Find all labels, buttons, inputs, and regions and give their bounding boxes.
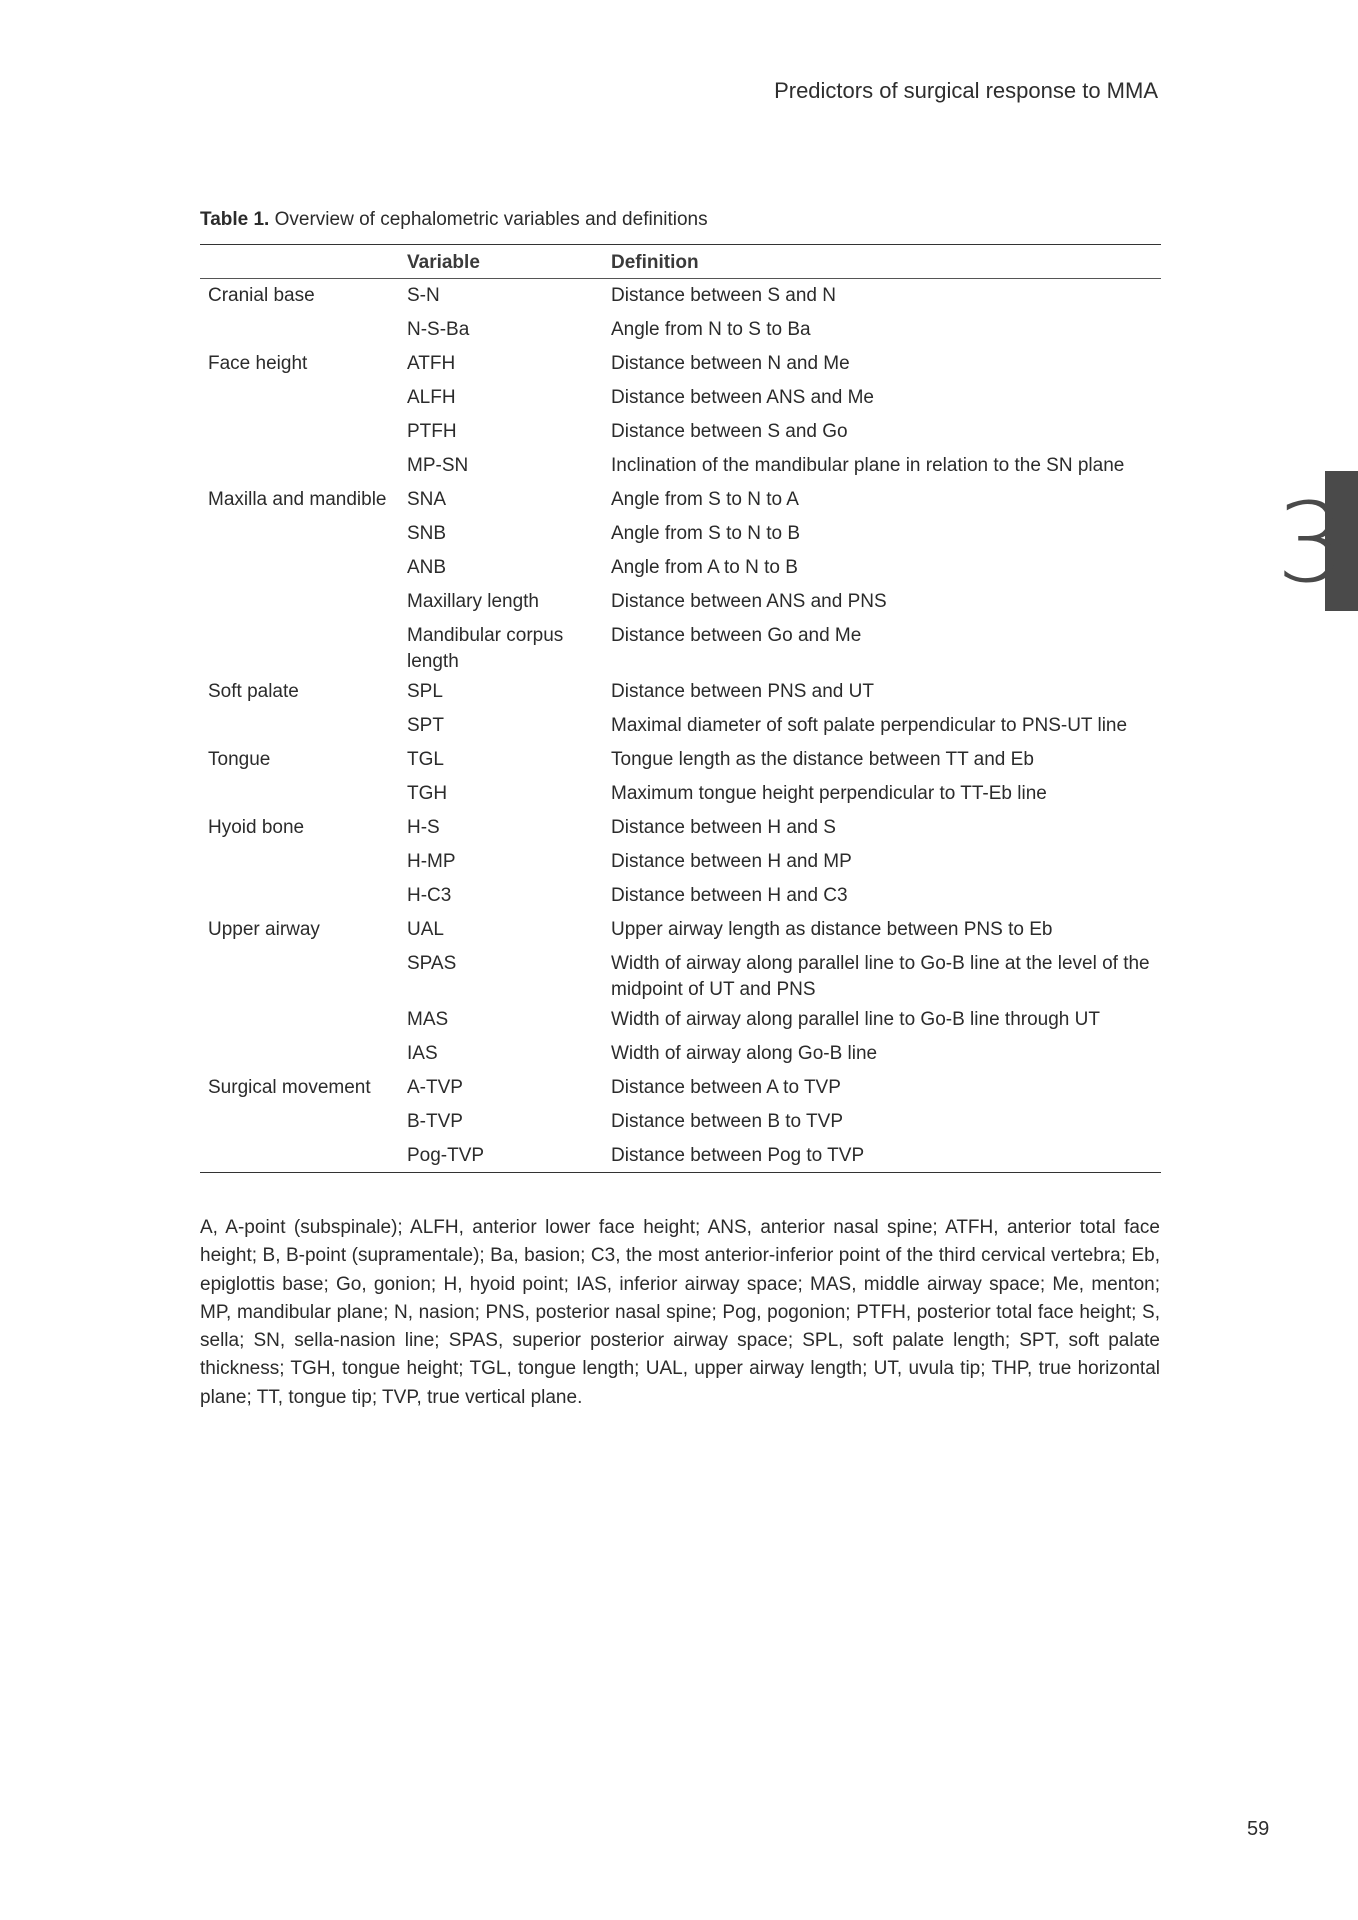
cell-variable: MAS: [407, 1008, 449, 1030]
caption-text: Overview of cephalometric variables and definitions: [274, 209, 708, 230]
cell-definition: Width of airway along Go-B line: [611, 1042, 878, 1064]
cell-category: Hyoid bone: [208, 816, 305, 838]
cell-variable: ANB: [407, 556, 447, 578]
cell-definition: Distance between B to TVP: [611, 1110, 843, 1132]
cell-definition: Angle from A to N to B: [611, 556, 798, 578]
table-row: [200, 1037, 1161, 1071]
table-row: [200, 811, 1161, 845]
chapter-number: 3: [1276, 479, 1346, 607]
cell-category: [200, 947, 399, 1003]
cell-variable: SPT: [407, 714, 444, 736]
cell-definition: Distance between Go and Me: [611, 624, 862, 646]
cell-definition: Distance between S and Go: [611, 420, 848, 442]
table-footnote: A, A-point (subspinale); ALFH, anterior lower face height; ANS, anterior nasal spine; ATFH, anterior total face height; B, B-point (supramentale); Ba, basion; C3, the most anterior-inferior point of the third cervical vertebra; Eb, epiglottis base; Go, gonion; H, hyoid point; IAS, inferior airway space; MAS, middle airway space; Me, menton; MP, mandibular plane; N, nasion; PNS, posterior nasal spine; Pog, pogonion; PTFH, posterior total face height; S, sella; SN, sella-nasion line; SPAS, superior posterior airway space; SPL, soft palate length; SPT, soft palate thickness; TGH, tongue height; TGL, tongue length; UAL, upper airway length; UT, uvula tip; THP, true horizontal plane; TT, tongue tip; TVP, true vertical plane.: [200, 1217, 1160, 1408]
page-number: 59: [1247, 1818, 1270, 1840]
cell-category: [200, 709, 399, 743]
cell-category: [200, 845, 399, 879]
cell-variable: UAL: [407, 918, 444, 940]
cell-category: Maxilla and mandible: [208, 488, 387, 510]
table-row: [200, 1139, 1161, 1173]
table-row: [200, 777, 1161, 811]
cell-variable: H-S: [407, 816, 440, 838]
cell-variable: PTFH: [407, 420, 457, 442]
cell-variable: H-MP: [407, 850, 456, 872]
cell-definition: Inclination of the mandibular plane in relation to the SN plane: [611, 454, 1125, 476]
cell-definition: Angle from S to N to B: [611, 522, 801, 544]
table-row: [200, 619, 1161, 675]
cell-definition: Distance between ANS and PNS: [611, 590, 887, 612]
cell-definition: Angle from S to N to A: [611, 488, 799, 510]
table-container: [200, 244, 1161, 1173]
cell-definition: Tongue length as the distance between TT and Eb: [611, 748, 1034, 770]
cephalometric-table: [200, 244, 1161, 1173]
cell-category: Soft palate: [208, 680, 299, 702]
cell-variable: Mandibular corpus length: [407, 624, 564, 672]
table-row: [200, 585, 1161, 619]
table-row: [200, 1003, 1161, 1037]
cell-variable: S-N: [407, 285, 440, 306]
cell-variable: SNB: [407, 522, 447, 544]
cell-variable: SPL: [407, 680, 443, 702]
table-row: [200, 913, 1161, 947]
cell-category: [200, 879, 399, 913]
cell-definition: Width of airway along parallel line to Go-B line at the level of the midpoint of UT and PNS: [611, 952, 1150, 1000]
cell-category: [200, 551, 399, 585]
cell-variable: SPAS: [407, 952, 457, 974]
cell-variable: ATFH: [407, 352, 456, 374]
header-variable: Variable: [407, 252, 480, 273]
cell-variable: SNA: [407, 488, 447, 510]
cell-definition: Distance between H and C3: [611, 884, 848, 906]
cell-variable: B-TVP: [407, 1110, 463, 1132]
cell-category: Tongue: [208, 748, 271, 770]
cell-category: [200, 1139, 399, 1173]
table-row: [200, 517, 1161, 551]
table-row: [200, 279, 1161, 313]
cell-category: [200, 415, 399, 449]
cell-definition: Distance between N and Me: [611, 352, 850, 374]
table-row: [200, 709, 1161, 743]
table-row: [200, 449, 1161, 483]
cell-category: [200, 619, 399, 675]
table-row: [200, 1105, 1161, 1139]
caption-label: Table 1.: [200, 209, 270, 230]
running-head: Predictors of surgical response to MMA: [774, 78, 1158, 103]
table-row: [200, 1071, 1161, 1105]
cell-category: Face height: [208, 352, 308, 374]
cell-category: [200, 449, 399, 483]
cell-definition: Upper airway length as distance between PNS to Eb: [611, 918, 1053, 940]
cell-definition: Distance between Pog to TVP: [611, 1144, 865, 1166]
table-row: [200, 483, 1161, 517]
cell-definition: Distance between ANS and Me: [611, 386, 874, 408]
table-row: [200, 381, 1161, 415]
cell-definition: Distance between A to TVP: [611, 1076, 841, 1098]
cell-category: [200, 777, 399, 811]
cell-definition: Distance between H and MP: [611, 850, 852, 872]
table-row: [200, 347, 1161, 381]
cell-variable: MP-SN: [407, 454, 469, 476]
table-row: [200, 415, 1161, 449]
cell-definition: Angle from N to S to Ba: [611, 318, 811, 340]
cell-category: [200, 585, 399, 619]
cell-category: [200, 381, 399, 415]
table-header-row: [200, 245, 1161, 279]
cell-category: Upper airway: [208, 918, 320, 940]
table-row: [200, 551, 1161, 585]
table-row: [200, 743, 1161, 777]
header-definition: Definition: [611, 252, 699, 273]
cell-category: [200, 517, 399, 551]
table-row: [200, 675, 1161, 709]
header-category: [200, 245, 399, 279]
cell-definition: Distance between H and S: [611, 816, 836, 838]
cell-variable: IAS: [407, 1042, 438, 1064]
cell-variable: N-S-Ba: [407, 318, 470, 340]
cell-variable: ALFH: [407, 386, 456, 408]
cell-category: Cranial base: [208, 285, 315, 306]
cell-definition: Distance between S and N: [611, 285, 836, 306]
table-row: [200, 947, 1161, 1003]
table-row: [200, 845, 1161, 879]
cell-variable: TGL: [407, 748, 444, 770]
cell-definition: Width of airway along parallel line to Go-B line through UT: [611, 1008, 1100, 1030]
cell-category: [200, 1105, 399, 1139]
cell-definition: Maximum tongue height perpendicular to TT-Eb line: [611, 782, 1047, 804]
cell-definition: Distance between PNS and UT: [611, 680, 874, 702]
table-row: [200, 313, 1161, 347]
table-row: [200, 879, 1161, 913]
cell-category: [200, 313, 399, 347]
cell-variable: Maxillary length: [407, 590, 539, 612]
cell-category: Surgical movement: [208, 1076, 371, 1098]
cell-variable: H-C3: [407, 884, 452, 906]
cell-variable: Pog-TVP: [407, 1144, 485, 1166]
cell-variable: A-TVP: [407, 1076, 463, 1098]
cell-category: [200, 1003, 399, 1037]
cell-category: [200, 1037, 399, 1071]
cell-variable: TGH: [407, 782, 448, 804]
cell-definition: Maximal diameter of soft palate perpendicular to PNS-UT line: [611, 714, 1128, 736]
table-caption: [200, 209, 708, 231]
